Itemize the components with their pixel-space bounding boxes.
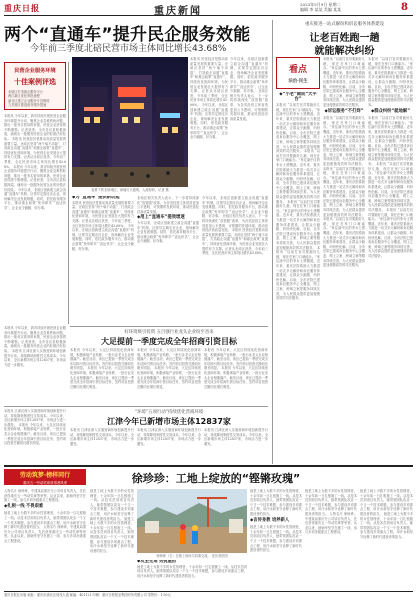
lead-photo — [72, 57, 188, 187]
lead-body-text-5: 今年以来，北碚区创新建立政企沟通“直通车”机制，区领导定期走访企业，现场解决企业发展难题。同时，依托政务服务平台，推动惠企政策“免申即享”“直达快享”，让企业少跑腿、好办事。 — [202, 196, 268, 219]
right-col2 — [323, 57, 365, 462]
feature-col6 — [360, 489, 413, 589]
jiangjin-headline: 江津今年已新增市场主体12837家 — [107, 417, 231, 426]
left-jiangjin-text-cont: 本报讯 今年以来，大足区持续优化营商环境，积极承接产业转移，一批行业龙头企业相继落户。截至目前，该区已提前一季度完成全年招商引资目标任务，签约项目投资总额同比增长明显。 — [4, 422, 66, 446]
right-text-2-more2: 本报讯 “以前打官司要跑好几趟，现在在家门口就能办。”家住渝中区的李女士感慨道。近年来，重庆法院系统大力推进一站式多元解纷和诉讼服务体系建设，让群众少跑腿、纠纷快化解。目前，全市法院已建成诉讼服务中心全覆盖，网上立案、跨域立案等服务持续完善，为人民群众提供更加便捷高效的司法服务。 — [323, 217, 365, 268]
lead-body-text: 本报讯 民营经济是推动高质量发展的重要力量。北碚区坚持“两个毫不动摇”，打造政企沟通“直通车”和惠企政策“直通车”，持续优化营商环境，为民营企业发展壮大提供有力支撑。记者从北碚区获悉，今年前三季度，全区民营市场主体同比增长43.68%。 — [190, 57, 228, 107]
lead-body-col2 — [230, 57, 268, 195]
badge-subtitle: 法治·民生 — [288, 79, 308, 84]
lead-body-text-5-more: 本报讯 民营经济是推动高质量发展的重要力量。北碚区坚持“两个毫不动摇”，打造政企沟通“直通车”和惠企政策“直通车”，持续优化营商环境，为民营企业发展壮大提供有力支撑。记者从北碚区获悉，今年前三季度，全区民营市场主体同比增长43.68%。 — [202, 228, 268, 256]
jiangjin-text-3: 本报讯 江津区深入实施营商环境创新提升行动，持续降低制度性交易成本。今年以来，全区新增市场主体12837家，市场活力进一步激发。 — [204, 428, 268, 446]
feature-col5 — [305, 489, 357, 589]
desk-line: 编辑 李 某某 美编 某某 — [300, 7, 342, 12]
night-street-illustration — [72, 57, 188, 187]
lead-headline: 两个“直通车”提升民企服务效能 — [4, 25, 251, 45]
right-col1 — [276, 92, 320, 462]
right-text-2-more: 本报讯 “以前打官司要跑好几趟，现在在家门口就能办。”家住渝中区的李女士感慨道。近年来，重庆法院系统大力推进一站式多元解纷和诉讼服务体系建设，让群众少跑腿、纠纷快化解。目前，全市法院已建成诉讼服务中心全覆盖，网上立案、跨域立案等服务持续完善，为人民群众提供更加便捷高效的司法服务。 — [323, 166, 365, 217]
list-item: 两江新区优化审批流程 — [8, 94, 40, 99]
sidebar-article-text-more: 本报讯 今年以来，我市持续开展民营企业服务环境提升行动，聚焦企业急难愁盼问题，推出一批务实管用的举措，民营企业获得感不断增强。记者获悉，全市各区县积极探索，涌现出一批服务民营企业的好做法好经验。 — [4, 164, 66, 192]
sidebar-box-subtitle: 十佳案例评选 — [14, 78, 56, 86]
lead-subhead-2: ◆用上“直通车”提效增速 — [137, 215, 185, 221]
left-lower-article — [4, 326, 66, 404]
right-subhead-3: ◆群众纠纷“就地解” — [370, 108, 411, 114]
dazu-text: 本报讯 今年以来，大足区持续优化营商环境，积极承接产业转移，一批行业龙头企业相继落户。截至目前，该区已提前一季度完成全年招商引资目标任务，签约项目投资总额同比增长明显。 — [70, 348, 134, 371]
lead-body-text-cont: 今年以来，北碚区创新建立政企沟通“直通车”机制，区领导定期走访企业，现场解决企业发展难题。同时，依托政务服务平台，推动惠企政策“免申即享”“直达快享”，让企业少跑腿、好办事。 — [190, 102, 228, 140]
left-lower-text-cont: 本报讯 江津区深入实施营商环境创新提升行动，持续降低制度性交易成本。今年以来，全区新增市场主体12837家，市场活力进一步激发。 — [4, 348, 66, 367]
left-jiangjin-text: 本报讯 江津区深入实施营商环境创新提升行动，持续降低制度性交易成本。今年以来，全区新增市场主体12837家，市场活力进一步激发。 — [4, 409, 66, 427]
dazu-text-2: 本报讯 今年以来，大足区持续优化营商环境，积极承接产业转移，一批行业龙头企业相继落户。截至目前，该区已提前一季度完成全年招商引资目标任务，签约项目投资总额同比增长明显。 — [137, 348, 201, 371]
feature-photo — [137, 489, 247, 553]
lead-photo-caption: 夜幕下的北碚城区，商铺灯火通明，人流如织。记者 摄 — [91, 188, 169, 192]
feature-text-4: 她是工地上为数不多的女性管理者，十余年如一日扎根施工一线。从技术员到项目负责人，她带领团队攻克一个又一个技术难题，参与建设多项重点工程，用汗水和坚守诠释了新时代建设者的担当。 — [250, 489, 302, 516]
lead-body-text-3: 本报讯 民营经济是推动高质量发展的重要力量。北碚区坚持“两个毫不动摇”，打造政企沟通“直通车”和惠企政策“直通车”，持续优化营商环境，为民营企业发展壮大提供有力支撑。记者从北碚区获悉，今年前三季度，全区民营市场主体同比增长43.68%。 — [72, 200, 134, 228]
dazu-col2 — [137, 348, 201, 404]
lead-body-col3 — [72, 196, 134, 324]
feature-col2 — [90, 489, 134, 589]
feature-top-rule — [4, 465, 413, 467]
right-kicker: 重庆推进一站式解纷和诉讼服务体系建设 — [304, 22, 385, 27]
list-item: 九龙坡区推进政务服务提速 — [8, 103, 47, 108]
feature-text-5: 她是工地上为数不多的女性管理者，十余年如一日扎根施工一线。从技术员到项目负责人，她带领团队攻克一个又一个技术难题，参与建设多项重点工程，用汗水和坚守诠释了新时代建设者的担当。 — [305, 489, 357, 516]
lead-subheadline: 今年前三季度北碚民营市场主体同比增长43.68% — [30, 44, 227, 54]
right-headline-line1: 让老百姓跑一趟 — [309, 33, 380, 44]
right-text-3-more: 本报讯 “以前打官司要跑好几趟，现在在家门口就能办。”家住渝中区的李女士感慨道。近年来，重庆法院系统大力推进一站式多元解纷和诉讼服务体系建设，让群众少跑腿、纠纷快化解。目前，全市法院已建成诉讼服务中心全覆盖，网上立案、跨域立案等服务持续完善，为人民群众提供更加便捷高效的司法服务。 — [368, 162, 413, 212]
left-lower-text: 本报讯 今年以来，我市持续开展民营企业服务环境提升行动，聚焦企业急难愁盼问题，推出一批务实管用的举措，民营企业获得感不断增强。记者获悉，全市各区县积极探索，涌现出一批服务民营企业的好做法好经验。 — [4, 326, 66, 353]
date-info — [300, 2, 395, 12]
jiangjin-col3 — [204, 428, 268, 462]
feature-under-text: 她是工地上为数不多的女性管理者，十余年如一日扎根施工一线。从技术员到项目负责人，她带领团队攻克一个又一个技术难题，参与建设多项重点工程，用汗水和坚守诠释了新时代建设者的担当。 — [137, 564, 247, 578]
feature-banner — [4, 469, 86, 485]
feature-banner-title: 劳动筑梦·榜样同行 — [19, 472, 71, 479]
lead-body-text-3-cont: 今年以来，北碚区创新建立政企沟通“直通车”机制，区领导定期走访企业，现场解决企业发展难题。同时，依托政务服务平台，推动惠企政策“免申即享”“直达快享”，让企业少跑腿、好办事。 — [72, 223, 134, 251]
jiangjin-text-2: 本报讯 江津区深入实施营商环境创新提升行动，持续降低制度性交易成本。今年以来，全区新增市场主体12837家，市场活力进一步激发。 — [137, 428, 201, 446]
dazu-col1 — [70, 348, 134, 404]
feature-left-text-more: 人物名片 徐珍珍，中建某局重庆分公司项目负责人，先后获得重庆五一劳动奖章等荣誉。从业以来，她始终坚守在施工一线，参与多项市级重点工程建设。 — [4, 525, 86, 543]
badge-title: 看点 — [288, 65, 307, 75]
masthead — [4, 2, 413, 16]
right-col3 — [368, 57, 413, 462]
right-headline-line2: 就能解决纠纷 — [314, 46, 375, 57]
feature-col4 — [250, 489, 302, 589]
right-text-3-more2: 本报讯 “以前打官司要跑好几趟，现在在家门口就能办。”家住渝中区的李女士感慨道。近年来，重庆法院系统大力推进一站式多元解纷和诉讼服务体系建设，让群众少跑腿、纠纷快化解。目前，全市法院已建成诉讼服务中心全覆盖，网上立案、跨域立案等服务持续完善，为人民群众提供更加便捷高效的司法服务。 — [368, 208, 413, 258]
right-text-2: 本报讯 “以前打官司要跑好几趟，现在在家门口就能办。”家住渝中区的李女士感慨道。近年来，重庆法院系统大力推进一站式多元解纷和诉讼服务体系建设，让群众少跑腿、纠纷快化解。目前，全市法院已建成诉讼服务中心全覆盖，网上立案、跨域立案等服务持续完善，为人民群众提供更加便捷高效的司法服务。 — [323, 57, 365, 107]
feature-subhead-3: ◆言传身教 培养新人 — [250, 517, 290, 523]
feature-left-text-cont: 她是工地上为数不多的女性管理者，十余年如一日扎根施工一线。从技术员到项目负责人，她带领团队攻克一个又一个技术难题，参与建设多项重点工程，用汗水和坚守诠释了新时代建设者的担当。 — [4, 511, 86, 530]
lead-body-text-4-cont: 今年以来，北碚区创新建立政企沟通“直通车”机制，区领导定期走访企业，现场解决企业发展难题。同时，依托政务服务平台，推动惠企政策“免申即享”“直达快享”，让企业少跑腿、好办事。 — [137, 220, 199, 244]
lead-body-col4 — [137, 196, 199, 324]
lead-subhead-1: ◆为“直通车”提供新动能 — [72, 196, 120, 200]
feature-text-2: 她是工地上为数不多的女性管理者，十余年如一日扎根施工一线。从技术员到项目负责人，她带领团队攻克一个又一个技术难题，参与建设多项重点工程，用汗水和坚守诠释了新时代建设者的担当。 — [90, 489, 134, 521]
feature-under-photo — [137, 560, 247, 589]
lead-body-text-2: 今年以来，北碚区创新建立政企沟通“直通车”机制，区领导定期走访企业，现场解决企业发展难题。同时，依托政务服务平台，推动惠企政策“免申即享”“直达快享”，让企业少跑腿、好办事。 — [230, 57, 268, 94]
brand-logo: 重庆日报 — [4, 3, 40, 13]
feature-left-text: 人物名片 徐珍珍，中建某局重庆分公司项目负责人，先后获得重庆五一劳动奖章等荣誉。从业以来，她始终坚守在施工一线，参与多项市级重点工程建设。 — [4, 489, 86, 503]
jiangjin-text: 本报讯 江津区深入实施营商环境创新提升行动，持续降低制度性交易成本。今年以来，全区新增市场主体12837家，市场活力进一步激发。 — [70, 428, 134, 446]
sidebar-box-title: 民营企业服务环境 — [14, 68, 56, 74]
sidebar-article-text-cont: 本报讯 民营经济是推动高质量发展的重要力量。北碚区坚持“两个毫不动摇”，打造政企沟通“直通车”和惠企政策“直通车”，持续优化营商环境，为民营企业发展壮大提供有力支撑。记者从北碚区获悉，今年前三季度，全区民营市场主体同比增长43.68%。 — [4, 136, 66, 169]
dazu-text-3: 本报讯 今年以来，大足区持续优化营商环境，积极承接产业转移，一批行业龙头企业相继落户。截至目前，该区已提前一季度完成全年招商引资目标任务，签约项目投资总额同比增长明显。 — [204, 348, 268, 371]
dazu-kicker: 好环境吸引投资 五百强行业龙头企业纷至沓来 — [124, 330, 214, 335]
right-subhead-2: ◆诉讼服务“不打烊” — [324, 108, 364, 114]
jiangjin-kicker: “环境”五项行动”持续优化营商环境 — [134, 410, 204, 415]
right-text-2-cont: 本报讯 “以前打官司要跑好几趟，现在在家门口就能办。”家住渝中区的李女士感慨道。近年来，重庆法院系统大力推进一站式多元解纷和诉讼服务体系建设，让群众少跑腿、纠纷快化解。目前，全市法院已建成诉讼服务中心全覆盖，网上立案、跨域立案等服务持续完善，为人民群众提供更加便捷高效的司法服务。 — [323, 116, 365, 167]
construction-site-illustration — [137, 489, 247, 553]
feature-text-6-cont: 她是工地上为数不多的女性管理者，十余年如一日扎根施工一线。从技术员到项目负责人，她带领团队攻克一个又一个技术难题，参与建设多项重点工程，用汗水和坚守诠释了新时代建设者的担当。 — [360, 511, 413, 539]
list-item: 渝北区建立企业服务专员制度 — [8, 98, 50, 103]
dazu-text-3-cont: 本报讯 今年以来，大足区持续优化营商环境，积极承接产业转移，一批行业龙头企业相继落户。截至目前，该区已提前一季度完成全年招商引资目标任务，签约项目投资总额同比增长明显。 — [204, 366, 268, 389]
lead-body-col1 — [190, 57, 228, 195]
right-column-divider — [272, 20, 273, 464]
jiangjin-col2 — [137, 428, 201, 462]
right-text-1: 本报讯 “以前打官司要跑好几趟，现在在家门口就能办。”家住渝中区的李女士感慨道。近年来，重庆法院系统大力推进一站式多元解纷和诉讼服务体系建设，让群众少跑腿、纠纷快化解。目前，全市法院已建成诉讼服务中心全覆盖，网上立案、跨域立案等服务持续完善，为人民群众提供更加便捷高效的司法服务。 — [276, 103, 320, 154]
right-text-3: 本报讯 “以前打官司要跑好几趟，现在在家门口就能办。”家住渝中区的李女士感慨道。近年来，重庆法院系统大力推进一站式多元解纷和诉讼服务体系建设，让群众少跑腿、纠纷快化解。目前，全市法院已建成诉讼服务中心全覆盖，网上立案、跨域立案等服务持续完善，为人民群众提供更加便捷高效的司法服务。 — [368, 57, 413, 107]
page-number: 8 — [401, 2, 408, 13]
dazu-text-cont: 本报讯 今年以来，大足区持续优化营商环境，积极承接产业转移，一批行业龙头企业相继落户。截至目前，该区已提前一季度完成全年招商引资目标任务，签约项目投资总额同比增长明显。 — [70, 366, 134, 389]
dazu-col3 — [204, 348, 268, 404]
feature-left-col — [4, 489, 86, 589]
right-badge — [276, 57, 320, 89]
lead-body-col5 — [202, 196, 268, 324]
divider-rule — [70, 326, 268, 327]
date-line: 2023年5月9日 星期二 — [300, 2, 341, 7]
sidebar-box — [4, 62, 66, 110]
jiangjin-col1 — [70, 428, 134, 462]
right-text-1-cont: 本报讯 “以前打官司要跑好几趟，现在在家门口就能办。”家住渝中区的李女士感慨道。近年来，重庆法院系统大力推进一站式多元解纷和诉讼服务体系建设，让群众少跑腿、纠纷快化解。目前，全市法院已建成诉讼服务中心全覆盖，网上立案、跨域立案等服务持续完善，为人民群众提供更加便捷高效的司法服务。 — [276, 149, 320, 204]
right-text-1-more2: 本报讯 “以前打官司要跑好几趟，现在在家门口就能办。”家住渝中区的李女士感慨道。近年来，重庆法院系统大力推进一站式多元解纷和诉讼服务体系建设，让群众少跑腿、纠纷快化解。目前，全市法院已建成诉讼服务中心全覆盖，网上立案、跨域立案等服务持续完善，为人民群众提供更加便捷高效的司法服务。 — [276, 245, 320, 301]
page-footer: 重庆日报社出版 地址：重庆市渝北区同茂大道 邮编：401121 印刷：重庆日报报业集团印务有限公司 零售价：1.50元 — [4, 591, 413, 599]
list-item: 北碚区打造惠企服务平台 — [8, 90, 44, 94]
column-divider — [68, 62, 69, 324]
left-jiangjin-col — [4, 409, 66, 462]
lead-body-text-4: 北碚区相关负责人表示，下一步将持续深化“放管服”改革，为各类经营主体营造更加公平透明、可预期的发展环境，推动民营经济高质量发展。 — [137, 196, 199, 214]
dazu-headline: 大足提前一季度完成全年招商引资目标 — [101, 337, 237, 346]
dazu-text-2-cont: 本报讯 今年以来，大足区持续优化营商环境，积极承接产业转移，一批行业龙头企业相继落户。截至目前，该区已提前一季度完成全年招商引资目标任务，签约项目投资总额同比增长明显。 — [137, 366, 201, 389]
feature-text-5-cont: 人物名片 徐珍珍，中建某局重庆分公司项目负责人，先后获得重庆五一劳动奖章等荣誉。从业以来，她始终坚守在施工一线，参与多项市级重点工程建设。 — [305, 511, 357, 535]
feature-photo-caption: 徐珍珍（右）在施工现场与同事交流。 受访者供图 — [156, 554, 228, 558]
sidebar-article-text-more2: 今年以来，北碚区创新建立政企沟通“直通车”机制，区领导定期走访企业，现场解决企业发展难题。同时，依托政务服务平台，推动惠企政策“免申即享”“直达快享”，让企业少跑腿、好办事。 — [4, 187, 66, 210]
feature-text-2-cont: 她是工地上为数不多的女性管理者，十余年如一日扎根施工一线。从技术员到项目负责人，她带领团队攻克一个又一个技术难题，参与建设多项重点工程，用汗水和坚守诠释了新时代建设者的担当。 — [90, 516, 134, 553]
feature-text-4-cont: 她是工地上为数不多的女性管理者，十余年如一日扎根施工一线。从技术员到项目负责人，她带领团队攻克一个又一个技术难题，参与建设多项重点工程，用汗水和坚守诠释了新时代建设者的担当。 — [250, 525, 302, 553]
right-text-3-cont: 本报讯 “以前打官司要跑好几趟，现在在家门口就能办。”家住渝中区的李女士感慨道。近年来，重庆法院系统大力推进一站式多元解纷和诉讼服务体系建设，让群众少跑腿、纠纷快化解。目前，全市法院已建成诉讼服务中心全覆盖，网上立案、跨域立案等服务持续完善，为人民群众提供更加便捷高效的司法服务。 — [368, 116, 413, 167]
feature-headline: 徐珍珍：工地上绽放的“铿锵玫瑰” — [131, 472, 301, 485]
right-text-1-more: 本报讯 “以前打官司要跑好几趟，现在在家门口就能办。”家住渝中区的李女士感慨道。近年来，重庆法院系统大力推进一站式多元解纷和诉讼服务体系建设，让群众少跑腿、纠纷快化解。目前，全市法院已建成诉讼服务中心全覆盖，网上立案、跨域立案等服务持续完善，为人民群众提供更加便捷高效的司法服务。 — [276, 199, 320, 250]
section-title: 重庆新闻 — [154, 6, 202, 17]
right-subhead-1: ◆“小老”做成“大平台” — [279, 92, 317, 102]
feature-banner-subtitle: 重庆五一劳动奖章获得者风采 — [22, 481, 68, 485]
sidebar-box-list — [5, 87, 65, 108]
sidebar-article — [4, 114, 66, 324]
feature-subhead-1: ◆扎根一线 不畏艰难 — [4, 503, 44, 509]
lead-body-text-2-cont: 北碚区相关负责人表示，下一步将持续深化“放管服”改革，为各类经营主体营造更加公平透明、可预期的发展环境，推动民营经济高质量发展。 — [230, 89, 268, 121]
sidebar-article-text: 本报讯 今年以来，我市持续开展民营企业服务环境提升行动，聚焦企业急难愁盼问题，推出一批务实管用的举措，民营企业获得感不断增强。记者获悉，全市各区县积极探索，涌现出一批服务民营企业的好做法好经验。 — [4, 114, 66, 141]
feature-subhead-2: ◆攻坚克难 勇挑重担 — [137, 560, 177, 564]
feature-text-6: 她是工地上为数不多的女性管理者，十余年如一日扎根施工一线。从技术员到项目负责人，她带领团队攻克一个又一个技术难题，参与建设多项重点工程，用汗水和坚守诠释了新时代建设者的担当。 — [360, 489, 413, 516]
divider-rule-2 — [4, 406, 268, 407]
lead-body-text-5-cont: 北碚区相关负责人表示，下一步将持续深化“放管服”改革，为各类经营主体营造更加公平透明、可预期的发展环境，推动民营经济高质量发展。 — [202, 214, 268, 233]
